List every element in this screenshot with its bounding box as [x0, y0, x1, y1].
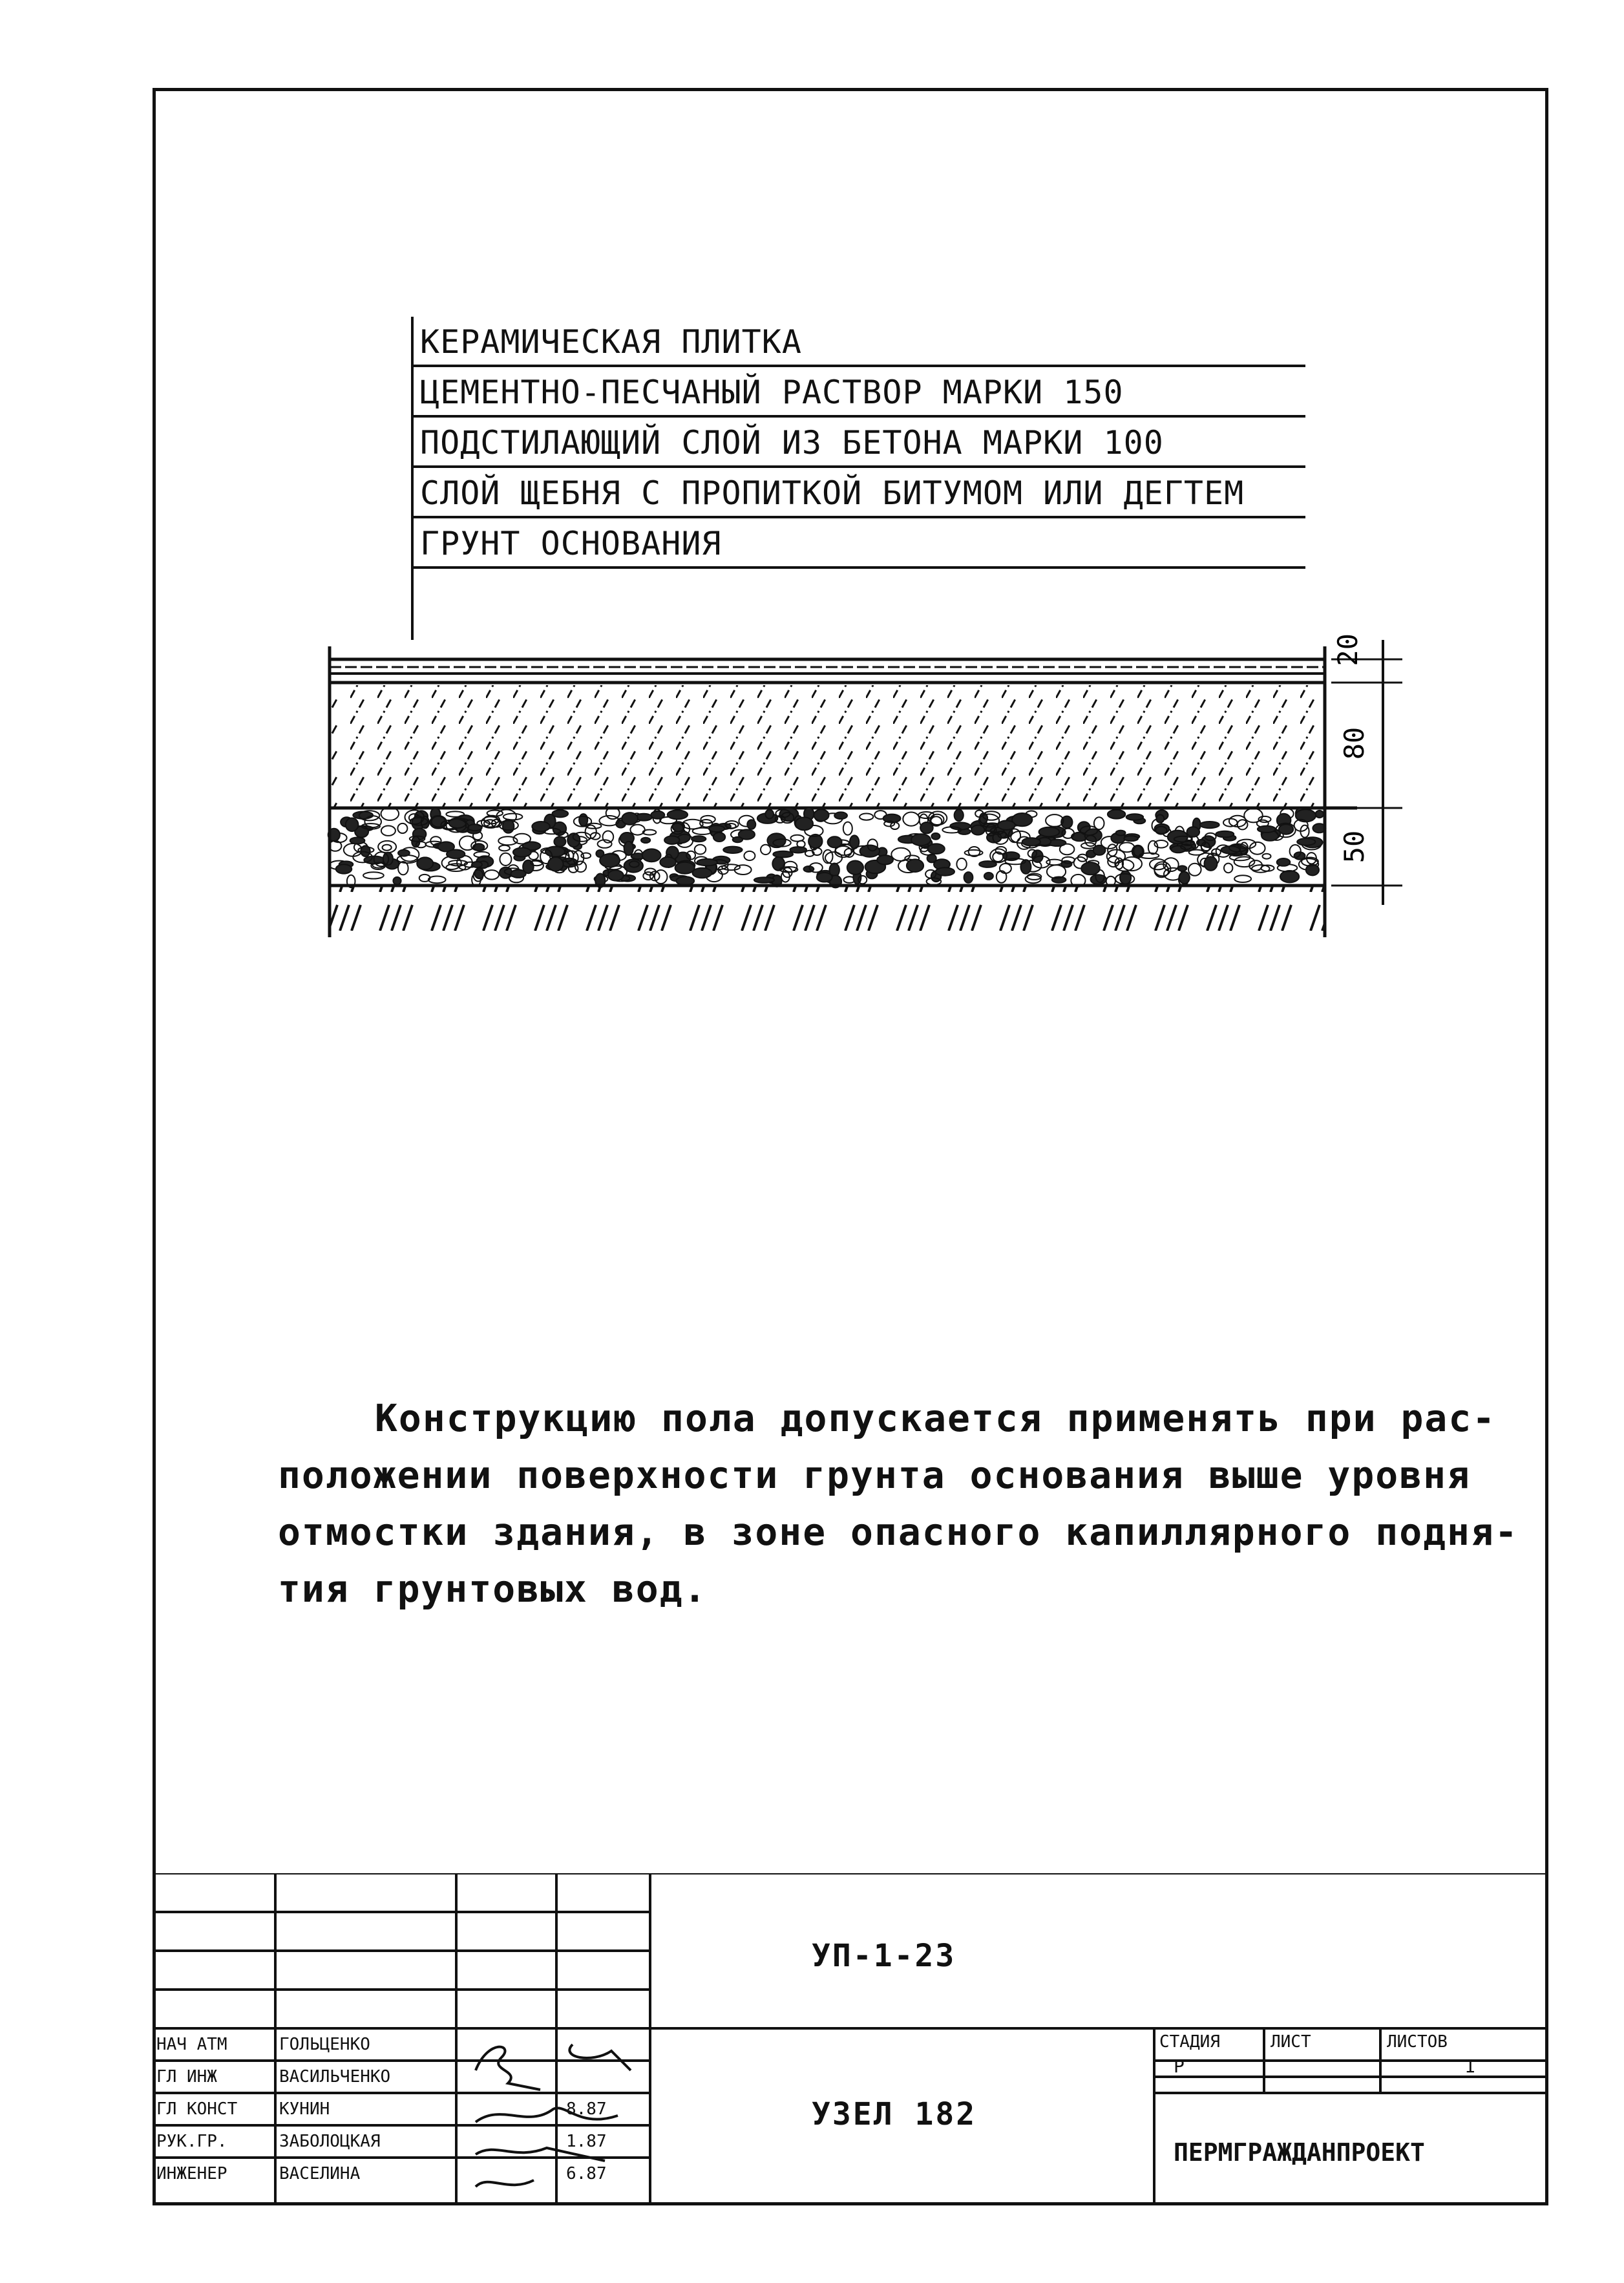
gravel-stone	[954, 809, 964, 821]
gravel-stone	[979, 861, 997, 867]
gravel-stone	[936, 867, 954, 875]
gravel-stone	[344, 844, 363, 856]
gravel-stone	[447, 850, 465, 859]
gravel-stone	[381, 826, 395, 836]
sheets-header: ЛИСТОВ	[1387, 2032, 1448, 2052]
gravel-stone	[814, 809, 828, 821]
gravel-stone	[1280, 871, 1299, 882]
gravel-stone	[393, 877, 401, 885]
stage-header: СТАДИЯ	[1159, 2032, 1220, 2052]
gravel-stone	[825, 852, 842, 864]
note-line: положении поверхности грунта основания выше уровня	[278, 1453, 1471, 1497]
staff-name: ГОЛЬЦЕНКО	[279, 2035, 370, 2054]
gravel-stone	[397, 823, 407, 833]
gravel-stone	[641, 838, 650, 843]
gravel-stone	[920, 822, 933, 833]
gravel-stone	[1297, 838, 1315, 845]
gravel-stone	[1216, 831, 1234, 838]
gravel-stone	[624, 842, 633, 855]
gravel-stone	[1022, 838, 1040, 845]
gravel-stone	[600, 854, 620, 867]
gravel-stone	[907, 859, 923, 872]
gravel-stone	[1277, 858, 1291, 866]
gravel-stone	[1120, 871, 1131, 884]
gravel-stone	[1187, 827, 1200, 836]
gravel-stone	[417, 857, 433, 869]
sheets-value: 1	[1464, 2055, 1475, 2077]
gravel-stone	[336, 864, 352, 873]
staff-role: НАЧ АТМ	[156, 2035, 227, 2054]
gravel-stone	[1179, 872, 1190, 884]
gravel-stone	[472, 862, 482, 867]
gravel-stone	[1000, 864, 1011, 873]
floor-section-drawing	[323, 621, 1435, 946]
layer-legend	[411, 317, 1305, 569]
gravel-stone	[761, 845, 770, 855]
gravel-stone	[500, 853, 511, 865]
gravel-stone	[847, 861, 863, 875]
gravel-stone	[1200, 822, 1219, 828]
gravel-stone	[1316, 811, 1323, 818]
gravel-stone	[713, 833, 725, 842]
gravel-stone	[364, 816, 381, 827]
gravel-stone	[772, 857, 785, 871]
legend-item	[411, 468, 1305, 518]
organization-name: ПЕРМГРАЖДАНПРОЕКТ	[1174, 2138, 1425, 2167]
gravel-stone	[964, 872, 973, 883]
gravel-stone	[903, 812, 919, 826]
stage-value: Р	[1174, 2055, 1185, 2077]
gravel-stone	[877, 855, 893, 864]
gravel-stone	[817, 873, 832, 882]
gravel-stone	[485, 870, 499, 879]
gravel-stone	[350, 838, 365, 844]
gravel-stone	[1039, 827, 1060, 837]
gravel-stone	[733, 837, 743, 842]
gravel-stone	[828, 836, 842, 847]
gravel-stone	[548, 857, 563, 871]
gravel-stone	[723, 847, 742, 853]
gravel-stone	[998, 821, 1015, 830]
gravel-stone	[891, 848, 910, 861]
gravel-stone	[1148, 841, 1158, 855]
note-line: отмостки здания, в зоне опасного капиллярного подня-	[278, 1510, 1519, 1554]
dimension-label: 20	[1332, 633, 1364, 666]
gravel-stone	[353, 812, 373, 819]
gravel-stone	[931, 833, 940, 840]
gravel-stone	[1126, 814, 1143, 820]
gravel-stone	[1124, 836, 1138, 841]
gravel-stone	[651, 811, 664, 819]
staff-date: 6.87	[566, 2164, 607, 2183]
gravel-stone	[642, 849, 661, 862]
gravel-stone	[722, 864, 740, 870]
sheet-header: ЛИСТ	[1271, 2032, 1311, 2052]
gravel-stone	[928, 844, 945, 854]
gravel-stone	[499, 845, 510, 851]
gravel-stone	[1081, 862, 1100, 875]
legend-label: СЛОЙ ЩЕБНЯ С ПРОПИТКОЙ БИТУМОМ ИЛИ ДЕГТЕМ	[420, 474, 1245, 512]
dimension-label: 80	[1338, 727, 1370, 760]
gravel-stone	[668, 810, 688, 819]
staff-name: ВАСИЛЬЧЕНКО	[279, 2067, 391, 2087]
gravel-stone	[363, 872, 384, 878]
gravel-stone	[554, 836, 565, 846]
gravel-stone	[691, 836, 706, 842]
legend-label: ПОДСТИЛАЮЩИЙ СЛОЙ ИЗ БЕТОНА МАРКИ 100	[420, 424, 1164, 462]
title-block	[153, 1873, 1548, 2205]
gravel-stone	[834, 812, 847, 819]
gravel-stone	[1047, 865, 1066, 878]
staff-name: ЗАБОЛОЦКАЯ	[279, 2132, 381, 2151]
gravel-stone	[446, 811, 464, 816]
gravel-stone	[553, 810, 569, 817]
legend-item	[411, 367, 1305, 418]
gravel-stone	[744, 851, 755, 860]
dimension-label: 50	[1338, 830, 1370, 864]
gravel-stone	[1279, 824, 1293, 834]
gravel-stone	[1188, 864, 1201, 876]
signature-icon	[463, 2032, 644, 2200]
gravel-stone	[956, 858, 966, 870]
legend-label: ЦЕМЕНТНО-ПЕСЧАНЫЙ РАСТВОР МАРКИ 150	[420, 374, 1124, 411]
gravel-stone	[579, 814, 587, 826]
staff-role: ГЛ ИНЖ	[156, 2067, 217, 2087]
gravel-stone	[1224, 864, 1232, 873]
gravel-stone	[1093, 845, 1106, 855]
gravel-stone	[513, 848, 531, 857]
gravel-stone	[709, 825, 724, 832]
gravel-stone	[503, 814, 523, 820]
legend-label: ГРУНТ ОСНОВАНИЯ	[420, 525, 722, 562]
gravel-stone	[676, 876, 694, 885]
gravel-stone	[511, 870, 526, 878]
gravel-stone	[1119, 843, 1134, 853]
gravel-stone	[660, 857, 676, 867]
gravel-stone	[754, 877, 774, 883]
gravel-stone	[608, 870, 624, 880]
gravel-stone	[1263, 854, 1271, 859]
gravel-stone	[1258, 826, 1276, 833]
staff-role: ГЛ КОНСТ	[156, 2099, 238, 2119]
gravel-stone	[397, 855, 418, 863]
gravel-stone	[545, 847, 565, 857]
gravel-stone	[859, 814, 873, 820]
gravel-stone	[911, 834, 931, 845]
gravel-stone	[1205, 856, 1218, 871]
gravel-stone	[428, 876, 446, 884]
gravel-stone	[843, 822, 852, 835]
gravel-stone	[747, 820, 755, 829]
gravel-stone	[643, 830, 657, 835]
staff-date: 8.87	[566, 2099, 607, 2119]
staff-name: КУНИН	[279, 2099, 330, 2119]
gravel-stone	[984, 873, 993, 880]
gravel-stone	[383, 845, 392, 851]
gravel-layer	[328, 807, 1326, 888]
gravel-stone	[1108, 810, 1125, 819]
gravel-stone	[971, 825, 984, 835]
gravel-stone	[346, 818, 359, 832]
gravel-stone	[1234, 875, 1251, 882]
gravel-stone	[1156, 814, 1164, 822]
gravel-stone	[675, 862, 695, 874]
legend-item	[411, 317, 1305, 367]
staff-role: ИНЖЕНЕР	[156, 2164, 227, 2183]
note-text	[278, 1390, 1519, 1617]
drawing-code: УП-1-23	[812, 1938, 956, 1974]
note-line: тия грунтовых вод.	[278, 1567, 708, 1611]
gravel-stone	[765, 810, 774, 819]
gravel-stone	[398, 850, 410, 856]
gravel-stone	[1178, 865, 1187, 871]
gravel-stone	[1223, 819, 1238, 827]
gravel-stone	[622, 812, 638, 825]
gravel-stone	[1116, 831, 1126, 836]
legend-item	[411, 418, 1305, 468]
gravel-stone	[796, 817, 813, 830]
gravel-stone	[398, 862, 408, 875]
node-name: УЗЕЛ 182	[812, 2096, 977, 2132]
staff-name: ВАСЕЛИНА	[279, 2164, 361, 2183]
note-line: Конструкцию пола допускается применять при рас-	[375, 1396, 1497, 1440]
gravel-stone	[773, 851, 793, 858]
staff-date: 1.87	[566, 2132, 607, 2151]
gravel-stone	[790, 847, 807, 853]
gravel-stone	[532, 822, 550, 831]
staff-role: РУК.ГР.	[156, 2132, 227, 2151]
section-svg	[323, 621, 1435, 944]
gravel-stone	[664, 836, 679, 844]
gravel-stone	[695, 845, 706, 855]
legend-item	[411, 518, 1305, 569]
gravel-stone	[697, 859, 718, 865]
gravel-stone	[693, 868, 712, 878]
legend-label: КЕРАМИЧЕСКАЯ ПЛИТКА	[420, 323, 802, 361]
gravel-stone	[599, 816, 619, 825]
